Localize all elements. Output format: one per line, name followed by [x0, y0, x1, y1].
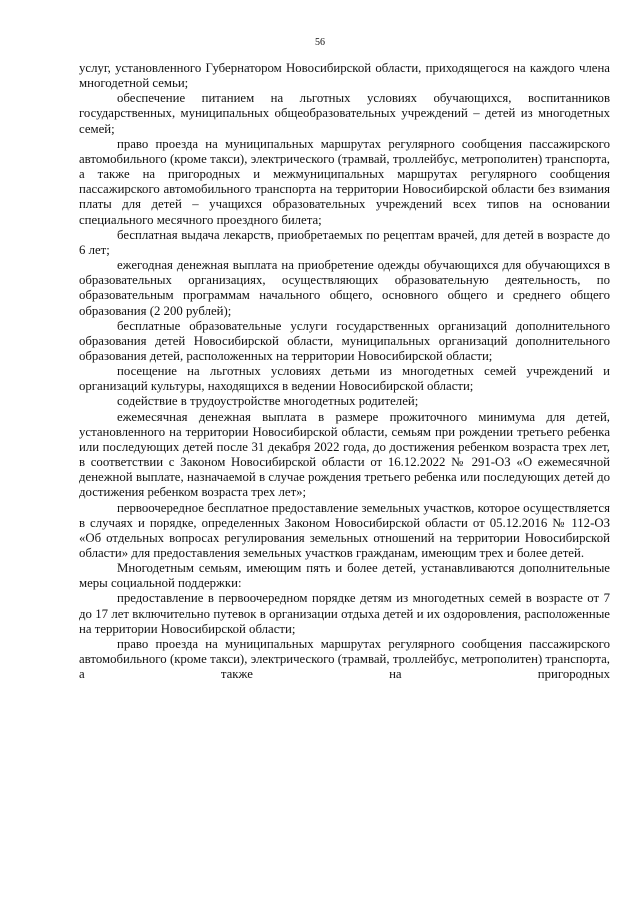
page-number: 56	[315, 37, 325, 48]
paragraph: содействие в трудоустройстве многодетных родителей;	[117, 394, 419, 409]
paragraph: первоочередное бесплатное предоставление земельных участков, которое осуществляется в случаях и порядке, определенных Законом Новосибирской области от 05.12.2016 № 112-ОЗ «Об отдельных вопросах регулирования земельных отношений на территории Новосибирской области» для предоставления земельных участков гражданам, имеющим трех и более детей.	[79, 500, 610, 560]
paragraph: право проезда на муниципальных маршрутах регулярного сообщения пассажирского автомобильного (кроме такси), электрического (трамвай, троллейбус, метрополитен) транспорта, а также на пригородных	[79, 636, 610, 682]
paragraph: предоставление в первоочередном порядке детям из многодетных семей в возрасте от 7 до 17 лет включительно путевок в организации отдыха детей и их оздоровления, расположенные на территории Новосибирской области;	[79, 591, 610, 636]
paragraph: бесплатные образовательные услуги государственных организаций дополнительного образования детей Новосибирской области, муниципальных организаций дополнительного образования детей, расположенных на территории Новосибирской области;	[79, 318, 610, 363]
paragraph: ежемесячная денежная выплата в размере прожиточного минимума для детей, установленного на территории Новосибирской области, семьям при рождении третьего ребенка или последующих детей после 31 декабря 2022 года, до достижения ребенком возраста трех лет, в соответствии с Законом Новосибирской области от 16.12.2022 № 291-ОЗ «О ежемесячной денежной выплате, назначаемой в случае рождения третьего ребенка или последующих детей до достижения ребенком возраста трех лет»;	[79, 409, 610, 500]
text-body	[79, 61, 610, 682]
paragraph: посещение на льготных условиях детьми из многодетных семей учреждений и организаций культуры, находящихся в ведении Новосибирской области;	[79, 364, 610, 394]
paragraph: услуг, установленного Губернатором Новосибирской области, приходящегося на каждого члена многодетной семьи;	[79, 61, 610, 91]
paragraph: ежегодная денежная выплата на приобретение одежды обучающихся для обучающихся в образовательных организациях, осуществляющих образовательную деятельность, по образовательным программам начального общего, основного общего и среднего общего образования (2 200 рублей);	[79, 258, 610, 318]
paragraph: Многодетным семьям, имеющим пять и более детей, устанавливаются дополнительные меры социальной поддержки:	[79, 561, 610, 591]
paragraph: обеспечение питанием на льготных условиях обучающихся, воспитанников государственных, муниципальных общеобразовательных учреждений – детей из многодетных семей;	[79, 91, 610, 136]
paragraph: право проезда на муниципальных маршрутах регулярного сообщения пассажирского автомобильного (кроме такси), электрического (трамвай, троллейбус, метрополитен) транспорта, а также на пригородных и межмуниципальных маршрутах регулярного сообщения пассажирского автомобильного транспорта на территории Новосибирской области без взимания платы для детей – учащихся образовательных учреждений всех типов на основании специального месячного проездного билета;	[79, 136, 610, 227]
paragraph: бесплатная выдача лекарств, приобретаемых по рецептам врачей, для детей в возрасте до 6 лет;	[79, 227, 610, 257]
